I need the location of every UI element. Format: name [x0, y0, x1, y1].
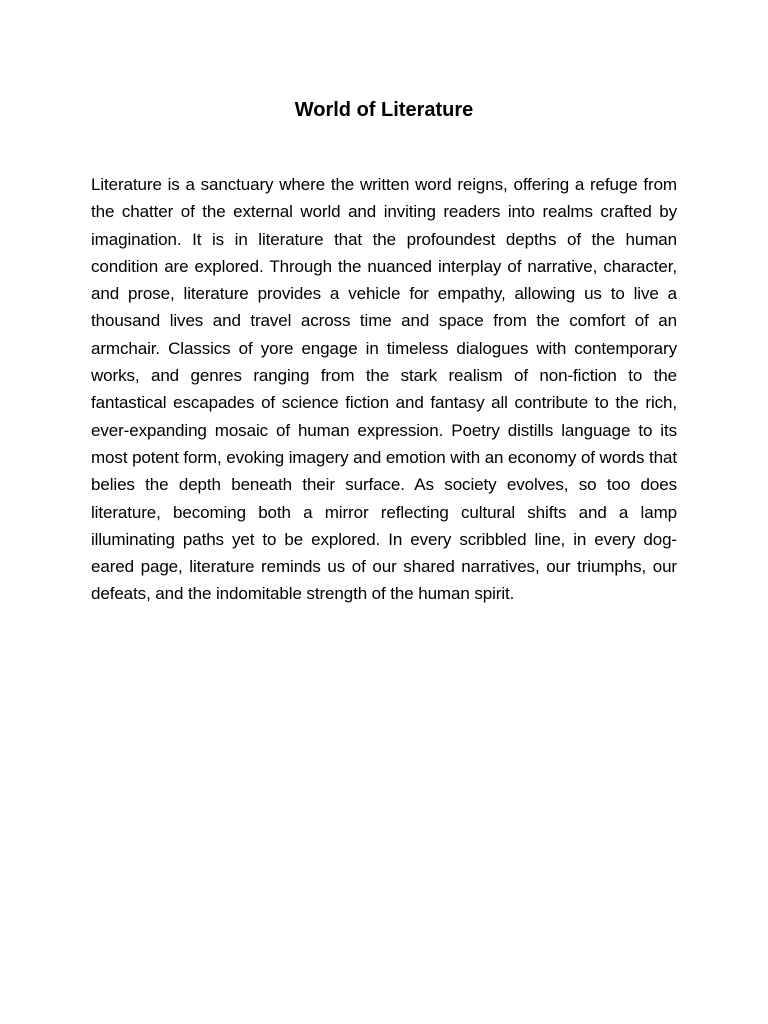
body-paragraph: Literature is a sanctuary where the written word reigns, offering a refuge from the chatter of the external world and inviting readers into realms crafted by imagination. It is in literature that the profoundest depths of the human condition are explored. Through the nuanced interplay of narrative, character, and prose, literature provides a vehicle for empathy, allowing us to live a thousand lives and travel across time and space from the comfort of an armchair. Classics of yore engage in timeless dialogues with contemporary works, and genres ranging from the stark realism of non-fiction to the fantastical escapades of science fiction and fantasy all contribute to the rich, ever-expanding mosaic of human expression. Poetry distills language to its most potent form, evoking imagery and emotion with an economy of words that belies the depth beneath their surface. As society evolves, so too does literature, becoming both a mirror reflecting cultural shifts and a lamp illuminating paths yet to be explored. In every scribbled line, in every dog-eared page, literature reminds us of our shared narratives, our triumphs, our defeats, and the indomitable strength of the human spirit.	[91, 175, 677, 604]
page-title: World of Literature	[294, 99, 474, 121]
